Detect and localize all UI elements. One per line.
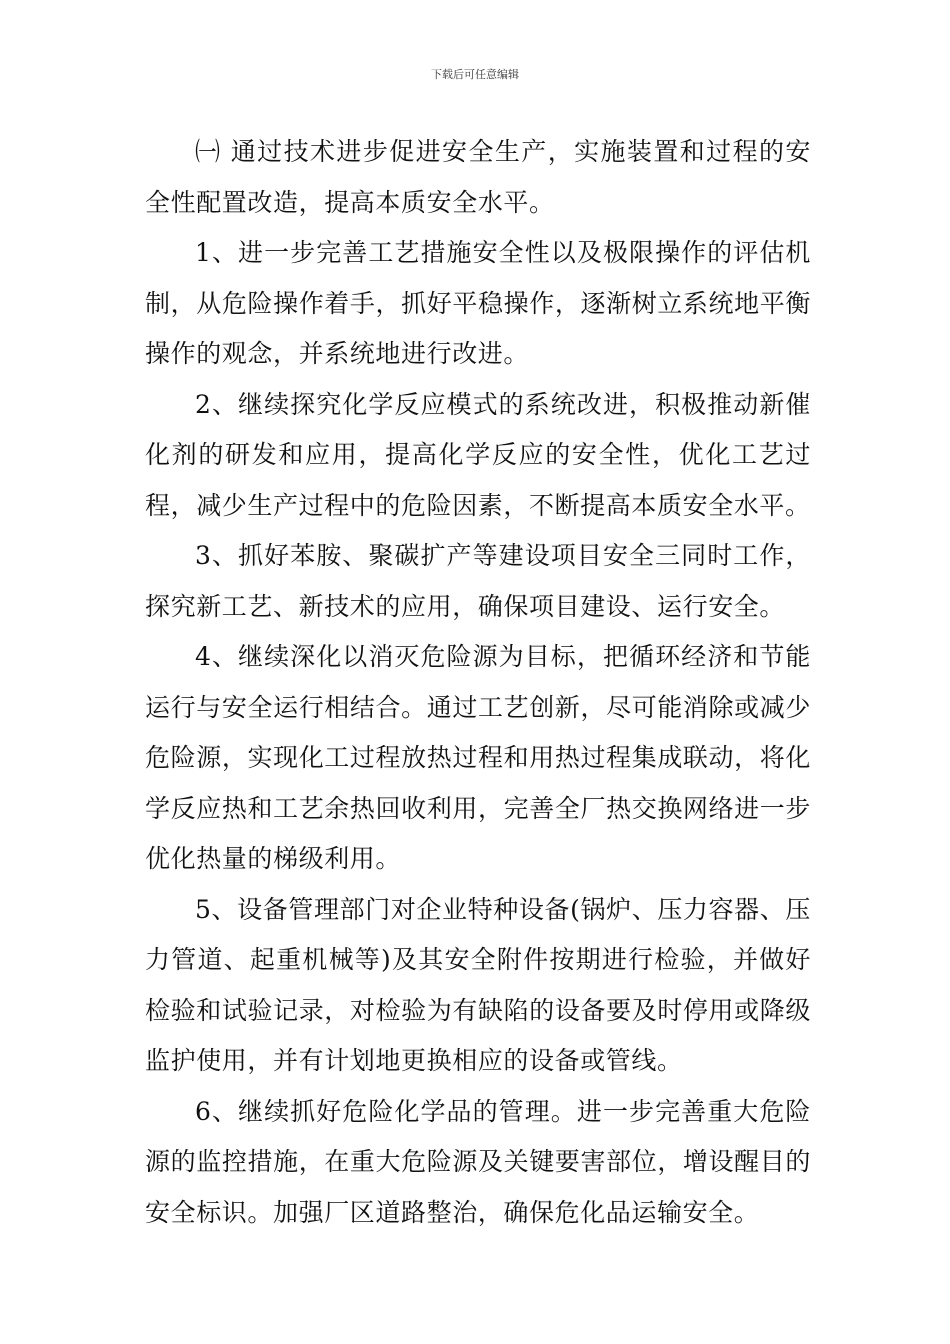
document-body — [145, 127, 811, 1238]
list-item-paragraph-1: 1、进一步完善工艺措施安全性以及极限操作的评估机制，从危险操作着手，抓好平稳操作，逐渐树立系统地平衡操作的观念，并系统地进行改进。 — [145, 238, 811, 368]
list-item-paragraph-5: 5、设备管理部门对企业特种设备(锅炉、压力容器、压力管道、起重机械等)及其安全附件按期进行检验，并做好检验和试验记录，对检验为有缺陷的设备要及时停用或降级监护使用，并有计划地更换相应的设备或管线。 — [145, 894, 811, 1075]
list-item-paragraph-6: 6、继续抓好危险化学品的管理。进一步完善重大危险源的监控措施，在重大危险源及关键要害部位，增设醒目的安全标识。加强厂区道路整治，确保危化品运输安全。 — [145, 1096, 811, 1227]
list-item-paragraph-2: 2、继续探究化学反应模式的系统改进，积极推动新催化剂的研发和应用，提高化学反应的安全性，优化工艺过程，减少生产过程中的危险因素，不断提高本质安全水平。 — [145, 389, 811, 520]
list-item-paragraph-4: 4、继续深化以消灭危险源为目标，把循环经济和节能运行与安全运行相结合。通过工艺创新，尽可能消除或减少危险源，实现化工过程放热过程和用热过程集成联动，将化学反应热和工艺余热回收利用，完善全厂热交换网络进一步优化热量的梯级利用。 — [145, 642, 811, 873]
section-heading-paragraph: ㈠ 通过技术进步促进安全生产，实施装置和过程的安全性配置改造，提高本质安全水平。 — [145, 137, 811, 217]
page-header: 下载后可任意编辑 — [431, 68, 519, 81]
list-item-paragraph-3: 3、抓好苯胺、聚碳扩产等建设项目安全三同时工作，探究新工艺、新技术的应用，确保项目建设、运行安全。 — [145, 541, 811, 621]
